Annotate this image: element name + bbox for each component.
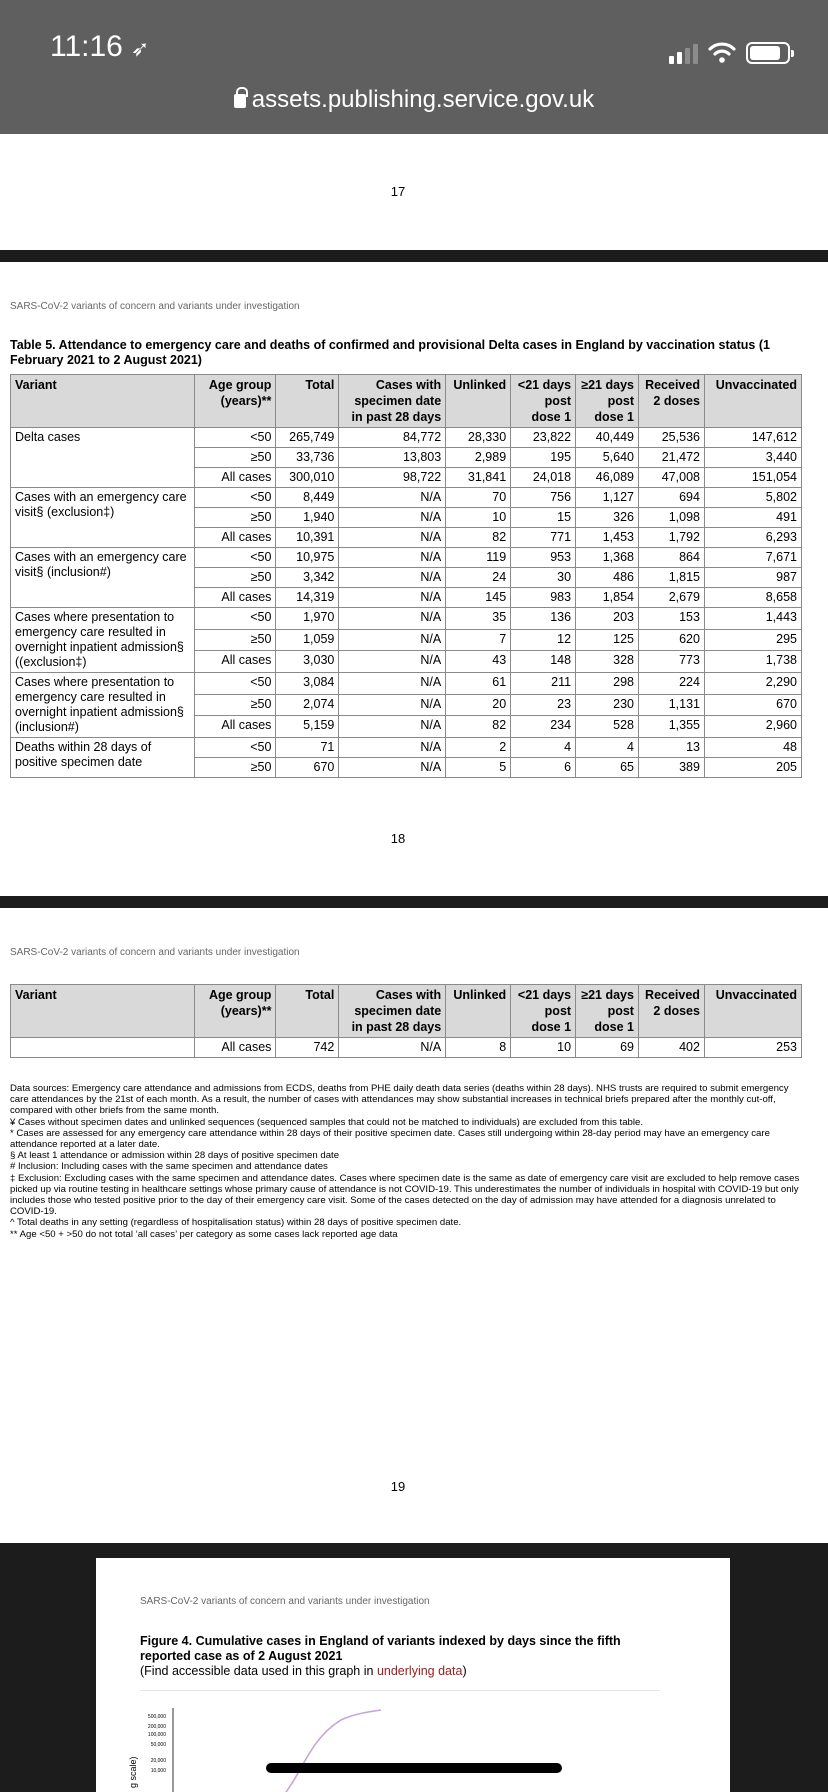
- table-cell: 528: [576, 716, 639, 738]
- table-cell: 620: [638, 629, 704, 651]
- column-header: ≥21 days post dose 1: [576, 985, 639, 1038]
- table-cell: 1,127: [576, 488, 639, 508]
- note: § At least 1 attendance or admission within 28 days of positive specimen date: [10, 1150, 340, 1162]
- table-cell: 145: [446, 588, 511, 608]
- y-axis-ticks: [148, 1714, 166, 1774]
- age-group-cell: ≥50: [194, 508, 276, 528]
- page-number-17: 17: [390, 184, 406, 199]
- column-header: Unvaccinated: [704, 375, 801, 428]
- column-header: Variant: [11, 375, 195, 428]
- table-cell: 8: [446, 1038, 511, 1058]
- running-header: SARS-CoV-2 variants of concern and variants under investigation: [10, 947, 300, 958]
- table-cell: 70: [446, 488, 511, 508]
- table-cell: 13,803: [339, 448, 446, 468]
- table-cell: 119: [446, 548, 511, 568]
- table-cell: 5,802: [704, 488, 801, 508]
- table-cell: 328: [576, 651, 639, 673]
- table-cell: 3,440: [704, 448, 801, 468]
- figure-chart: [126, 1698, 426, 1792]
- column-header: Received 2 doses: [638, 375, 704, 428]
- figure-divider: [140, 1690, 660, 1691]
- table-cell: N/A: [339, 673, 446, 695]
- address-bar[interactable]: [0, 86, 828, 114]
- table-cell: 2,989: [446, 448, 511, 468]
- table-cell: 1,355: [638, 716, 704, 738]
- table-cell: 486: [576, 568, 639, 588]
- table-cell: 23,822: [511, 428, 576, 448]
- table-row: [11, 548, 802, 568]
- table-cell: 773: [638, 651, 704, 673]
- browser-top-bar: [0, 0, 828, 134]
- table-cell: 24: [446, 568, 511, 588]
- table-cell: 2,074: [276, 694, 339, 716]
- table-cell: 1,970: [276, 608, 339, 630]
- cellular-signal-icon: [669, 42, 698, 64]
- table-cell: 47,008: [638, 468, 704, 488]
- table-cell: 205: [704, 758, 801, 778]
- age-group-cell: ≥50: [194, 694, 276, 716]
- table-cell: 2,679: [638, 588, 704, 608]
- table-cell: 1,098: [638, 508, 704, 528]
- status-time: 11:16 ➶: [50, 30, 150, 63]
- table-cell: 298: [576, 673, 639, 695]
- table-cell: N/A: [339, 716, 446, 738]
- age-group-cell: <50: [194, 738, 276, 758]
- table-cell: 864: [638, 548, 704, 568]
- table-cell: 1,854: [576, 588, 639, 608]
- table-cell: 69: [576, 1038, 639, 1058]
- note: Data sources: Emergency care attendance and admissions from ECDS, deaths from PHE daily death data series (deaths within 28 days). NHS trusts are required to submit emergency care attendances by the 21st of each month. As a result, the number of cases with attendances may show substantial increases in technical briefs prepared after the monthly cut-off, compared with other briefs from the same month.: [10, 1083, 789, 1117]
- table-cell: 211: [511, 673, 576, 695]
- table-cell: N/A: [339, 738, 446, 758]
- table-cell: 48: [704, 738, 801, 758]
- table-cell: 224: [638, 673, 704, 695]
- table-cell: 33,736: [276, 448, 339, 468]
- table-cell: 4: [511, 738, 576, 758]
- page-number-18: 18: [390, 831, 406, 846]
- table-cell: 98,722: [339, 468, 446, 488]
- table-cell: 1,059: [276, 629, 339, 651]
- table-cell: 326: [576, 508, 639, 528]
- table-cell: 491: [704, 508, 801, 528]
- table-cell: 1,738: [704, 651, 801, 673]
- table-cell: 3,030: [276, 651, 339, 673]
- figure-title: Figure 4. Cumulative cases in England of variants indexed by days since the fifth reported case as of 2 August 2021: [140, 1634, 621, 1663]
- column-header: <21 days post dose 1: [511, 375, 576, 428]
- column-header: Received 2 doses: [638, 985, 704, 1038]
- age-group-cell: All cases: [194, 716, 276, 738]
- table-cell: N/A: [339, 508, 446, 528]
- table-cell: 230: [576, 694, 639, 716]
- table-cell: N/A: [339, 694, 446, 716]
- table-cell: 25,536: [638, 428, 704, 448]
- wifi-icon: [708, 40, 736, 64]
- table-cell: N/A: [339, 758, 446, 778]
- column-header: Variant: [11, 985, 195, 1038]
- table-cell: 148: [511, 651, 576, 673]
- y-tick-label: 50,000: [150, 1742, 166, 1748]
- note: * Cases are assessed for any emergency care attendance within 28 days of their positive specimen date. Cases still undergoing within 28-day period may have an emergency care attendance reported at a later date.: [10, 1127, 770, 1151]
- column-header: Unlinked: [446, 985, 511, 1038]
- table-cell: 12: [511, 629, 576, 651]
- table-cell: 30: [511, 568, 576, 588]
- age-group-cell: All cases: [194, 651, 276, 673]
- table-cell: 295: [704, 629, 801, 651]
- note: ‡ Exclusion: Excluding cases with the same specimen and attendance dates. Cases where specimen date is the same as date of emergency care visit are excluded to help remove cases picked up via routine testing in healthcare settings whose primary cause of attendance is not COVID-19. This underestimates the number of individuals in hospital with COVID-19 but only includes those who tested positive prior to the day of their emergency care visit. Some of the cases detected on the day of admission may have attended for a diagnosis unrelated to COVID-19.: [10, 1172, 800, 1218]
- table-row: [11, 673, 802, 695]
- vaccination-status-table: [10, 374, 802, 778]
- variant-cell: Cases with an emergency care visit§ (exclusion‡): [11, 488, 195, 548]
- table-cell: 983: [511, 588, 576, 608]
- table-cell: 61: [446, 673, 511, 695]
- column-header: Cases with specimen date in past 28 days: [339, 375, 446, 428]
- table-row: [11, 608, 802, 630]
- table-cell: N/A: [339, 629, 446, 651]
- underlying-data-link[interactable]: underlying data: [376, 1664, 463, 1678]
- column-header: Total: [276, 985, 339, 1038]
- table-cell: 6: [511, 758, 576, 778]
- table-cell: [11, 1038, 195, 1058]
- home-indicator[interactable]: [266, 1763, 562, 1773]
- table-cell: 389: [638, 758, 704, 778]
- column-header: Age group (years)**: [194, 375, 276, 428]
- table-cell: 82: [446, 528, 511, 548]
- table-cell: 670: [276, 758, 339, 778]
- table-cell: N/A: [339, 651, 446, 673]
- figure-page: [96, 1558, 730, 1792]
- table-cell: 13: [638, 738, 704, 758]
- location-arrow-icon: ➶: [130, 36, 150, 61]
- table-cell: All cases: [194, 1038, 276, 1058]
- table-row: [11, 428, 802, 448]
- table-cell: 253: [704, 1038, 801, 1058]
- series-line: [286, 1710, 381, 1792]
- table-cell: 23: [511, 694, 576, 716]
- column-header: Unvaccinated: [704, 985, 801, 1038]
- table-cell: 8,449: [276, 488, 339, 508]
- table-cell: 21,472: [638, 448, 704, 468]
- table-cell: 7,671: [704, 548, 801, 568]
- table-notes: [10, 1083, 800, 1240]
- table-cell: 402: [638, 1038, 704, 1058]
- table-cell: 1,792: [638, 528, 704, 548]
- table-row: [11, 488, 802, 508]
- table-cell: 31,841: [446, 468, 511, 488]
- continued-table: [10, 984, 802, 1058]
- page-separator: [0, 250, 828, 262]
- table-cell: 1,940: [276, 508, 339, 528]
- table-cell: 6,293: [704, 528, 801, 548]
- table-cell: 771: [511, 528, 576, 548]
- note: # Inclusion: Including cases with the same specimen and attendance dates: [10, 1161, 328, 1173]
- table-cell: N/A: [339, 488, 446, 508]
- table-cell: 147,612: [704, 428, 801, 448]
- table-header-row: [11, 375, 802, 428]
- table-cell: 20: [446, 694, 511, 716]
- age-group-cell: ≥50: [194, 568, 276, 588]
- table-cell: N/A: [339, 608, 446, 630]
- age-group-cell: All cases: [194, 588, 276, 608]
- table-cell: 5,159: [276, 716, 339, 738]
- variant-cell: Cases with an emergency care visit§ (inclusion#): [11, 548, 195, 608]
- table-cell: 953: [511, 548, 576, 568]
- table-cell: 265,749: [276, 428, 339, 448]
- table-cell: 153: [638, 608, 704, 630]
- page-separator: [0, 896, 828, 908]
- table-cell: 1,368: [576, 548, 639, 568]
- table-cell: 82: [446, 716, 511, 738]
- table-row: [11, 1038, 802, 1058]
- y-tick-label: 500,000: [147, 1714, 166, 1720]
- table-cell: 28,330: [446, 428, 511, 448]
- table-cell: 4: [576, 738, 639, 758]
- table-cell: 1,453: [576, 528, 639, 548]
- table-cell: 987: [704, 568, 801, 588]
- table-cell: 2,960: [704, 716, 801, 738]
- table-cell: 2,290: [704, 673, 801, 695]
- variant-cell: Cases where presentation to emergency care resulted in overnight inpatient admission§ (inclusion#): [11, 673, 195, 738]
- note: ^ Total deaths in any setting (regardless of hospitalisation status) within 28 days of positive specimen date.: [10, 1217, 462, 1229]
- table-cell: 71: [276, 738, 339, 758]
- table-cell: 742: [276, 1038, 339, 1058]
- table-cell: N/A: [339, 528, 446, 548]
- age-group-cell: <50: [194, 608, 276, 630]
- table-cell: 136: [511, 608, 576, 630]
- figure-subtitle: (Find accessible data used in this graph in underlying data): [140, 1664, 467, 1678]
- table-header-row: [11, 985, 802, 1038]
- table-cell: 40,449: [576, 428, 639, 448]
- age-group-cell: ≥50: [194, 629, 276, 651]
- table-cell: 24,018: [511, 468, 576, 488]
- age-group-cell: <50: [194, 673, 276, 695]
- age-group-cell: <50: [194, 428, 276, 448]
- running-header: SARS-CoV-2 variants of concern and variants under investigation: [10, 301, 300, 312]
- age-group-cell: <50: [194, 548, 276, 568]
- table-cell: 300,010: [276, 468, 339, 488]
- y-tick-label: 20,000: [150, 1758, 166, 1764]
- column-header: Unlinked: [446, 375, 511, 428]
- table-cell: 5,640: [576, 448, 639, 468]
- table-cell: 3,342: [276, 568, 339, 588]
- note: ¥ Cases without specimen dates and unlinked sequences (sequenced samples that could not be matched to individuals) are excluded from this table.: [10, 1116, 644, 1128]
- table-cell: 694: [638, 488, 704, 508]
- table-cell: 3,084: [276, 673, 339, 695]
- table-cell: 10,975: [276, 548, 339, 568]
- table-cell: 195: [511, 448, 576, 468]
- table-cell: 5: [446, 758, 511, 778]
- column-header: <21 days post dose 1: [511, 985, 576, 1038]
- age-group-cell: <50: [194, 488, 276, 508]
- variant-cell: Cases where presentation to emergency care resulted in overnight inpatient admission§ ((exclusion‡): [11, 608, 195, 673]
- table-cell: 10,391: [276, 528, 339, 548]
- variant-cell: Deaths within 28 days of positive specimen date: [11, 738, 195, 778]
- age-group-cell: All cases: [194, 528, 276, 548]
- age-group-cell: All cases: [194, 468, 276, 488]
- lock-icon: [234, 94, 246, 108]
- age-group-cell: ≥50: [194, 448, 276, 468]
- table-cell: 14,319: [276, 588, 339, 608]
- column-header: Cases with specimen date in past 28 days: [339, 985, 446, 1038]
- table-cell: N/A: [339, 1038, 446, 1058]
- status-icons: [669, 38, 790, 64]
- y-axis-label: g scale): [128, 1756, 138, 1788]
- y-tick-label: 100,000: [147, 1732, 166, 1738]
- url-text: assets.publishing.service.gov.uk: [251, 86, 595, 113]
- table-cell: 84,772: [339, 428, 446, 448]
- running-header: SARS-CoV-2 variants of concern and variants under investigation: [140, 1596, 430, 1607]
- table-title: Table 5. Attendance to emergency care and deaths of confirmed and provisional Delta cases in England by vaccination status (1 February 2021 to 2 August 2021): [10, 338, 770, 367]
- table-cell: 756: [511, 488, 576, 508]
- y-tick-label: 200,000: [147, 1724, 166, 1730]
- table-cell: 46,089: [576, 468, 639, 488]
- table-cell: 125: [576, 629, 639, 651]
- table-cell: 670: [704, 694, 801, 716]
- table-cell: N/A: [339, 548, 446, 568]
- battery-icon: [746, 42, 790, 64]
- table-cell: 234: [511, 716, 576, 738]
- table-cell: 35: [446, 608, 511, 630]
- table-row: [11, 738, 802, 758]
- table-cell: 10: [511, 1038, 576, 1058]
- y-tick-label: 10,000: [150, 1768, 166, 1774]
- table-cell: 65: [576, 758, 639, 778]
- table-cell: 7: [446, 629, 511, 651]
- variant-cell: Delta cases: [11, 428, 195, 488]
- table-cell: 151,054: [704, 468, 801, 488]
- table-cell: 15: [511, 508, 576, 528]
- age-group-cell: ≥50: [194, 758, 276, 778]
- column-header: Age group (years)**: [194, 985, 276, 1038]
- table-cell: 1,815: [638, 568, 704, 588]
- table-cell: 2: [446, 738, 511, 758]
- page-number-19: 19: [390, 1479, 406, 1494]
- table-cell: 8,658: [704, 588, 801, 608]
- table-cell: N/A: [339, 568, 446, 588]
- table-cell: 203: [576, 608, 639, 630]
- table-cell: 43: [446, 651, 511, 673]
- table-cell: 10: [446, 508, 511, 528]
- table-cell: N/A: [339, 588, 446, 608]
- table-cell: 1,131: [638, 694, 704, 716]
- column-header: ≥21 days post dose 1: [576, 375, 639, 428]
- column-header: Total: [276, 375, 339, 428]
- note: ** Age <50 + >50 do not total ‘all cases’ per category as some cases lack reported age data: [10, 1228, 398, 1240]
- table-cell: 1,443: [704, 608, 801, 630]
